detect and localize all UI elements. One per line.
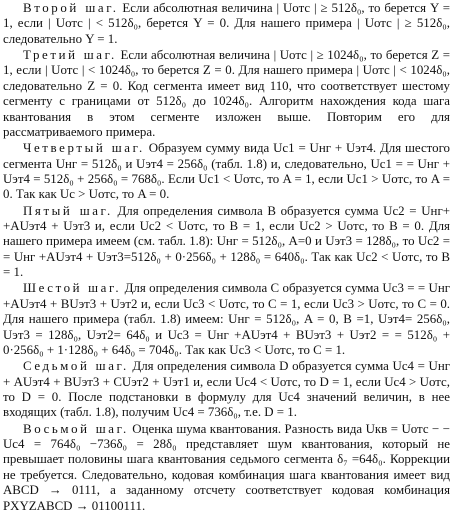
- step-heading: Седьмой шаг.: [23, 359, 129, 374]
- paragraph-step-8: [3, 422, 450, 514]
- step-heading: Шестой шаг.: [23, 281, 122, 296]
- paragraph-text: Если абсолютная величина | Uотс | ≥ 1024δ₀, то берется Z = 1, если | Uотс | < 1024δ₀, то берется Z = 0. Для нашего примера | Uотс | < 1024δ₀, следовательно Z = 0. Код сегмента имеет вид 110, что соответствует шестому сегменту с границами от 512δ₀ до 1024δ₀. Алгоритм нахождения кода шага квантования в этом сегменте изложен выше. Повторим его для рассматриваемого примера.: [3, 48, 450, 139]
- paragraph-step-3: [3, 48, 450, 140]
- paragraph-text: Образуем сумму вида Uс1 = Uнг + Uэт4. Для шестого сегмента Uнг = 512δ₀ и Uэт4 = 256δ₀ (табл. 1.8) и, следовательно, Uс1 = = Uнг + Uэт4 = 512δ₀ + 256δ₀ = 768δ₀. Если Uс1 < Uотс, то A = 1, если Uс1 > Uотс, то A = 0. Так как Uс > Uотс, то A = 0.: [3, 141, 450, 202]
- step-heading: Пятый шаг.: [23, 203, 113, 218]
- paragraph-text: Если абсолютная величина | Uотс | ≥ 512δ₀, то берется Y = 1, если | Uотс | < 512δ₀, берется Y = 0. Для нашего примера | Uотс | ≥ 512δ₀, следовательно Y = 1.: [3, 1, 450, 46]
- paragraph-text: Оценка шума квантования. Разность вида Uкв = Uотс − − Uс4 = 764δ₀ −736δ₀ = 28δ₀ представляет шум квантования, который не превышает половины шага квантования седьмого сегмента δ₇ =64δ₀. Коррекции не требуется. Следовательно, кодовая комбинация шага квантования имеет вид ABCD → 0111, а заданному отсчету соответствует кодовая комбинация PXYZABCD → 01100111.: [3, 421, 450, 513]
- paragraph-step-5: [3, 204, 450, 281]
- paragraph-step-7: [3, 359, 450, 420]
- step-heading: Восьмой шаг.: [23, 421, 129, 436]
- step-heading: Третий шаг.: [23, 48, 117, 63]
- step-heading: Второй шаг.: [23, 1, 119, 15]
- paragraph-text: Для определения символа B образуется сумма Uс2 = Uнг+ +AUэт4 + Uэт3 и, если Uс2 < Uотс, то B = 1, если Uс2 > Uотс, то B = 0. Для нашего примера имеем (см. табл. 1.8): Uнг = 512δ₀, A=0 и Uэт3 = 128δ₀, то Uс2 = = Uнг +AUэт4 + Uэт3=512δ₀ + 0·256δ₀ + 128δ₀ = 640δ₀. Так как Uс2 < Uотс, то B = 1.: [3, 203, 450, 280]
- paragraph-step-6: [3, 281, 450, 358]
- paragraph-step-4: [3, 141, 450, 202]
- paragraph-text: Для определения символа C образуется сумма Uс3 = = Uнг +AUэт4 + BUэт3 + Uэт2 и, если Uс3 < Uотс, то C = 1, если Uс3 > Uотс, то C = 0. Для нашего примера (табл. 1.8) имеем: Uнг = 512δ₀, A = 0, B =1, Uэт4= 256δ₀, Uэт3 = 128δ₀, Uэт2= 64δ₀ и Uс3 = Uнг +AUэт4 + BUэт3 + Uэт2 = = 512δ₀ + 0·256δ₀ + 1·128δ₀ + 64δ₀ = 704δ₀. Так как Uс3 < Uотс, то C = 1.: [3, 281, 451, 357]
- step-heading: Четвертый шаг.: [23, 141, 145, 156]
- paragraph-step-2: [3, 1, 450, 47]
- paragraph-text: Для определения символа D образуется сумма Uс4 = Uнг + AUэт4 + BUэт3 + CUэт2 + Uэт1 и, если Uс4 < Uотс, то D = 1, если Uс4 > Uотс, то D = 0. После подстановки в формулу для Uс4 значений величин, в нее входящих (табл. 1.8), получим Uс4 = 736δ₀, т.е. D = 1.: [3, 359, 451, 420]
